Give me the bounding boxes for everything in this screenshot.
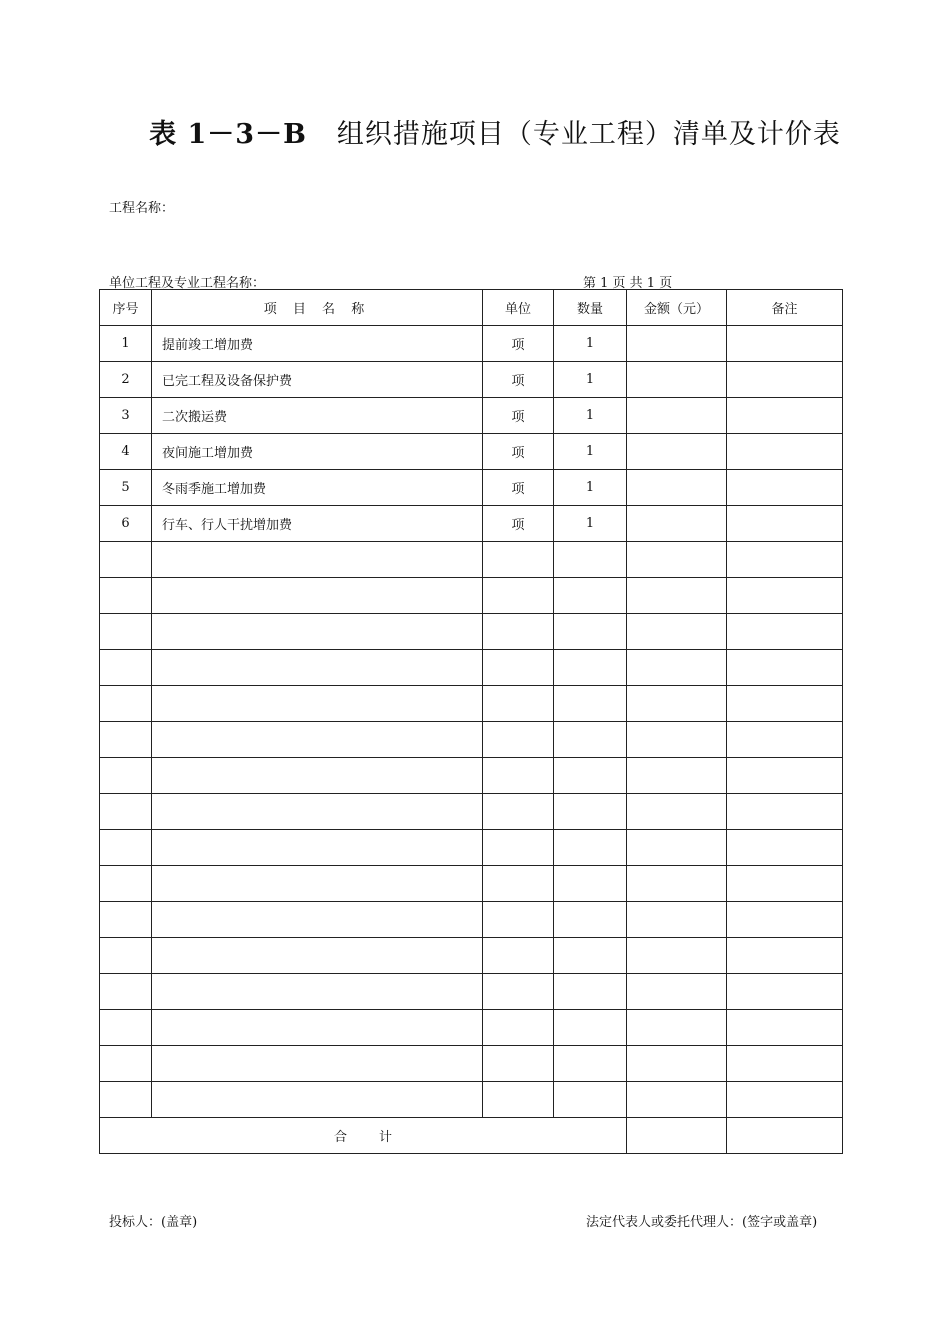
table-row xyxy=(100,470,843,506)
cell-remark xyxy=(727,1046,843,1082)
cell-name xyxy=(152,722,483,758)
cell-no xyxy=(100,902,152,938)
cell-name xyxy=(152,542,483,578)
cell-name xyxy=(152,830,483,866)
cell-unit xyxy=(483,794,554,830)
cell-unit xyxy=(483,902,554,938)
cell-unit xyxy=(483,650,554,686)
cell-remark xyxy=(727,362,843,398)
cell-qty xyxy=(554,830,627,866)
empty-table-row xyxy=(100,650,843,686)
cell-amount xyxy=(627,722,727,758)
cell-remark xyxy=(727,470,843,506)
cell-amount xyxy=(627,362,727,398)
cell-no xyxy=(100,974,152,1010)
cell-qty xyxy=(554,1082,627,1118)
header-remark: 备注 xyxy=(727,290,843,326)
cell-unit xyxy=(483,830,554,866)
empty-table-row xyxy=(100,578,843,614)
cell-no: 1 xyxy=(100,326,152,362)
cell-amount xyxy=(627,542,727,578)
cell-amount xyxy=(627,470,727,506)
cell-qty: 1 xyxy=(554,362,627,398)
cell-qty xyxy=(554,1046,627,1082)
cell-remark xyxy=(727,722,843,758)
cell-no xyxy=(100,830,152,866)
cell-qty xyxy=(554,686,627,722)
cell-name xyxy=(152,1046,483,1082)
cell-amount xyxy=(627,1082,727,1118)
cell-name: 行车、行人干扰增加费 xyxy=(152,506,483,542)
cell-amount xyxy=(627,326,727,362)
representative-signature-label: 法定代表人或委托代理人：(签字或盖章) xyxy=(586,1215,818,1230)
cell-no xyxy=(100,1010,152,1046)
cell-remark xyxy=(727,830,843,866)
cell-amount xyxy=(627,506,727,542)
cell-qty xyxy=(554,722,627,758)
cell-qty xyxy=(554,758,627,794)
cell-qty: 1 xyxy=(554,434,627,470)
cell-qty xyxy=(554,974,627,1010)
cell-qty: 1 xyxy=(554,506,627,542)
empty-table-row xyxy=(100,542,843,578)
cell-unit xyxy=(483,866,554,902)
cell-unit xyxy=(483,614,554,650)
total-row xyxy=(100,1118,843,1154)
cell-no xyxy=(100,614,152,650)
header-amount: 金额（元） xyxy=(627,290,727,326)
cell-amount xyxy=(627,398,727,434)
cell-name xyxy=(152,902,483,938)
cell-remark xyxy=(727,398,843,434)
table-row xyxy=(100,362,843,398)
bill-table xyxy=(99,289,843,1154)
cell-qty xyxy=(554,542,627,578)
cell-qty xyxy=(554,614,627,650)
cell-unit xyxy=(483,722,554,758)
cell-name: 冬雨季施工增加费 xyxy=(152,470,483,506)
cell-qty xyxy=(554,1010,627,1046)
cell-qty: 1 xyxy=(554,398,627,434)
cell-unit xyxy=(483,542,554,578)
total-remark xyxy=(727,1118,843,1154)
cell-no xyxy=(100,542,152,578)
cell-amount xyxy=(627,1046,727,1082)
unit-name-label: 单位工程及专业工程名称： xyxy=(109,276,266,291)
bidder-seal-label: 投标人：(盖章) xyxy=(109,1215,198,1230)
empty-table-row xyxy=(100,722,843,758)
empty-table-row xyxy=(100,1046,843,1082)
cell-amount xyxy=(627,578,727,614)
cell-no xyxy=(100,650,152,686)
empty-table-row xyxy=(100,938,843,974)
cell-name xyxy=(152,938,483,974)
cell-unit xyxy=(483,578,554,614)
cell-no xyxy=(100,866,152,902)
cell-remark xyxy=(727,614,843,650)
table-header-row xyxy=(100,290,843,326)
cell-no: 6 xyxy=(100,506,152,542)
cell-name xyxy=(152,1010,483,1046)
cell-no xyxy=(100,938,152,974)
header-name: 项 目 名 称 xyxy=(152,290,483,326)
cell-name: 提前竣工增加费 xyxy=(152,326,483,362)
cell-remark xyxy=(727,794,843,830)
cell-name xyxy=(152,1082,483,1118)
cell-name xyxy=(152,974,483,1010)
cell-remark xyxy=(727,686,843,722)
total-label-a: 合 xyxy=(333,1130,347,1145)
cell-qty xyxy=(554,938,627,974)
cell-name xyxy=(152,614,483,650)
cell-no xyxy=(100,1046,152,1082)
cell-name: 夜间施工增加费 xyxy=(152,434,483,470)
cell-name xyxy=(152,758,483,794)
cell-remark xyxy=(727,506,843,542)
cell-unit: 项 xyxy=(483,362,554,398)
header-qty: 数量 xyxy=(554,290,627,326)
cell-remark xyxy=(727,578,843,614)
cell-amount xyxy=(627,902,727,938)
cell-amount xyxy=(627,686,727,722)
cell-no xyxy=(100,758,152,794)
total-amount xyxy=(627,1118,727,1154)
cell-no xyxy=(100,794,152,830)
cell-remark xyxy=(727,938,843,974)
cell-unit xyxy=(483,686,554,722)
empty-table-row xyxy=(100,830,843,866)
empty-table-row xyxy=(100,794,843,830)
cell-name xyxy=(152,686,483,722)
cell-amount xyxy=(627,1010,727,1046)
cell-name: 已完工程及设备保护费 xyxy=(152,362,483,398)
cell-no: 2 xyxy=(100,362,152,398)
empty-table-row xyxy=(100,686,843,722)
cell-name: 二次搬运费 xyxy=(152,398,483,434)
cell-unit: 项 xyxy=(483,506,554,542)
header-unit: 单位 xyxy=(483,290,554,326)
cell-no xyxy=(100,1082,152,1118)
cell-remark xyxy=(727,866,843,902)
document-title xyxy=(0,112,950,151)
cell-qty xyxy=(554,866,627,902)
cell-name xyxy=(152,794,483,830)
total-label-b: 计 xyxy=(379,1130,393,1145)
cell-qty xyxy=(554,650,627,686)
table-row xyxy=(100,506,843,542)
cell-remark xyxy=(727,902,843,938)
cell-amount xyxy=(627,758,727,794)
cell-unit: 项 xyxy=(483,470,554,506)
empty-table-row xyxy=(100,1082,843,1118)
cell-remark xyxy=(727,1082,843,1118)
cell-amount xyxy=(627,434,727,470)
table-row xyxy=(100,434,843,470)
cell-unit xyxy=(483,1010,554,1046)
cell-no: 5 xyxy=(100,470,152,506)
empty-table-row xyxy=(100,758,843,794)
empty-table-row xyxy=(100,1010,843,1046)
cell-name xyxy=(152,866,483,902)
cell-unit: 项 xyxy=(483,398,554,434)
cell-no xyxy=(100,686,152,722)
total-label xyxy=(100,1118,627,1154)
empty-table-row xyxy=(100,902,843,938)
header-no: 序号 xyxy=(100,290,152,326)
cell-qty: 1 xyxy=(554,470,627,506)
cell-qty xyxy=(554,902,627,938)
cell-unit xyxy=(483,1046,554,1082)
cell-qty: 1 xyxy=(554,326,627,362)
table-row xyxy=(100,326,843,362)
cell-name xyxy=(152,650,483,686)
table-row xyxy=(100,398,843,434)
cell-unit xyxy=(483,758,554,794)
cell-amount xyxy=(627,866,727,902)
cell-remark xyxy=(727,434,843,470)
cell-no: 4 xyxy=(100,434,152,470)
cell-unit xyxy=(483,1082,554,1118)
cell-remark xyxy=(727,542,843,578)
cell-amount xyxy=(627,830,727,866)
project-name-label: 工程名称： xyxy=(109,201,175,216)
cell-qty xyxy=(554,578,627,614)
cell-amount xyxy=(627,794,727,830)
empty-table-row xyxy=(100,614,843,650)
empty-table-row xyxy=(100,866,843,902)
page-info: 第 1 页 共 1 页 xyxy=(583,276,673,291)
cell-amount xyxy=(627,650,727,686)
empty-table-row xyxy=(100,974,843,1010)
table-title: 组织措施项目（专业工程）清单及计价表 xyxy=(336,119,841,150)
cell-unit: 项 xyxy=(483,434,554,470)
cell-unit: 项 xyxy=(483,326,554,362)
cell-no: 3 xyxy=(100,398,152,434)
cell-qty xyxy=(554,794,627,830)
cell-name xyxy=(152,578,483,614)
cell-remark xyxy=(727,650,843,686)
table-code: 表 1－3－B xyxy=(149,119,307,150)
cell-no xyxy=(100,578,152,614)
cell-remark xyxy=(727,326,843,362)
cell-amount xyxy=(627,938,727,974)
cell-unit xyxy=(483,974,554,1010)
cell-amount xyxy=(627,614,727,650)
cell-unit xyxy=(483,938,554,974)
cell-amount xyxy=(627,974,727,1010)
cell-no xyxy=(100,722,152,758)
cell-remark xyxy=(727,1010,843,1046)
cell-remark xyxy=(727,974,843,1010)
cell-remark xyxy=(727,758,843,794)
